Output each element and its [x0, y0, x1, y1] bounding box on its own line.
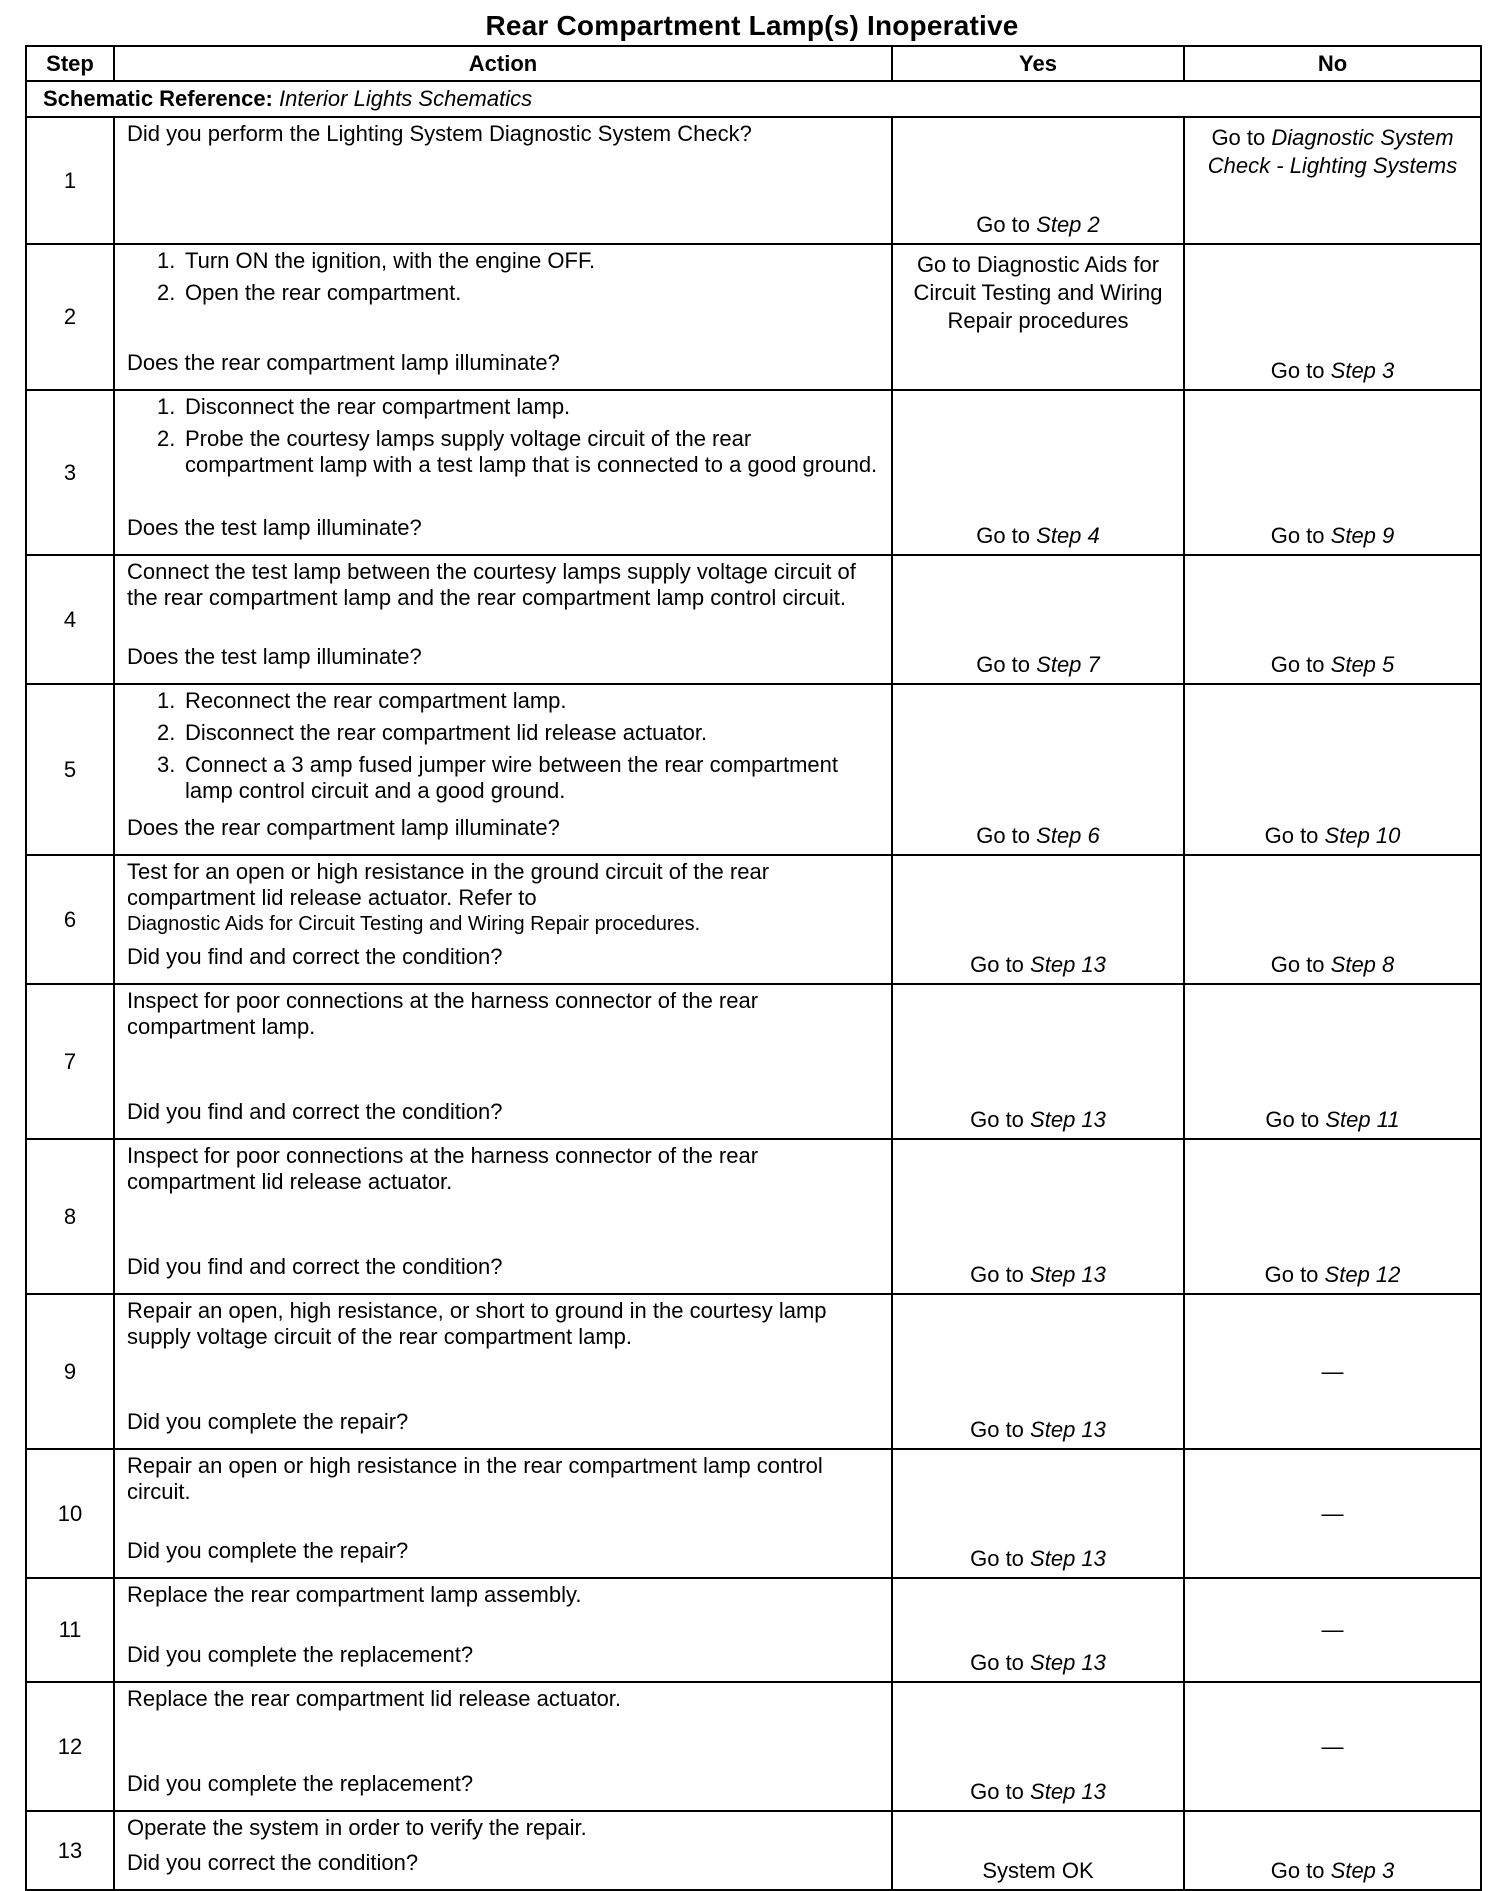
step-number: 8 — [26, 1139, 114, 1294]
action-cell — [114, 684, 892, 855]
table-row — [26, 244, 1481, 390]
goto-link[interactable]: Step 3 — [1330, 358, 1395, 383]
result-goto — [1185, 358, 1480, 384]
action-question: Did you find and correct the condition? — [127, 944, 503, 969]
spacer — [127, 1712, 879, 1769]
goto-prefix: Go to — [970, 1779, 1024, 1804]
action-content — [127, 394, 879, 541]
action-cell — [114, 1294, 892, 1449]
goto-prefix: Go to — [976, 212, 1031, 237]
step-number: 2 — [26, 244, 114, 390]
goto-prefix: Go to — [1264, 823, 1319, 848]
result-goto — [1185, 1858, 1480, 1884]
action-cell — [114, 555, 892, 684]
schematic-reference — [26, 81, 1481, 117]
table-row — [26, 855, 1481, 984]
goto-link[interactable]: Step 13 — [1030, 1650, 1106, 1675]
action-content — [127, 1815, 879, 1876]
result-text: Go to Diagnostic Aids for Circuit Testing and Wiring Repair procedures — [913, 252, 1163, 333]
yes-result — [892, 1682, 1184, 1811]
action-text: Repair an open or high resistance in the rear compartment lamp control circuit. — [127, 1453, 823, 1504]
action-cell — [114, 1449, 892, 1578]
header-yes: Yes — [892, 46, 1184, 81]
action-text: Test for an open or high resistance in the ground circuit of the rear compartment lid release actuator. Refer to — [127, 859, 770, 910]
table-row — [26, 984, 1481, 1139]
goto-prefix: Go to — [1270, 358, 1325, 383]
action-content — [127, 559, 879, 670]
goto-prefix: Go to — [976, 523, 1031, 548]
no-result — [1184, 1449, 1481, 1578]
action-content — [127, 1143, 879, 1280]
step-number: 10 — [26, 1449, 114, 1578]
spacer — [127, 1608, 879, 1640]
action-question: Did you complete the replacement? — [127, 1642, 474, 1667]
table-row — [26, 390, 1481, 555]
table-row — [26, 684, 1481, 855]
spacer — [127, 1505, 879, 1536]
goto-prefix: Go to — [1270, 523, 1325, 548]
result-goto — [893, 652, 1183, 678]
action-step-list — [127, 688, 879, 810]
table-row — [26, 555, 1481, 684]
goto-link[interactable]: Step 3 — [1330, 1858, 1395, 1883]
goto-prefix: Go to — [1211, 125, 1266, 150]
goto-link[interactable]: Step 13 — [1030, 1546, 1106, 1571]
no-result — [1184, 1294, 1481, 1449]
goto-link[interactable]: Step 4 — [1036, 523, 1100, 548]
table-row — [26, 1578, 1481, 1682]
action-content — [127, 988, 879, 1125]
goto-link[interactable]: Step 7 — [1036, 652, 1100, 677]
action-content — [127, 859, 879, 970]
goto-link[interactable]: Step 9 — [1330, 523, 1395, 548]
goto-link[interactable]: Step 13 — [1030, 1779, 1106, 1804]
action-cell — [114, 1811, 892, 1890]
schematic-reference-link[interactable]: Interior Lights Schematics — [279, 86, 533, 111]
goto-prefix: Go to — [976, 652, 1031, 677]
goto-link[interactable]: Step 10 — [1324, 823, 1401, 848]
goto-prefix: Go to — [1270, 652, 1325, 677]
action-text: Replace the rear compartment lamp assembly. — [127, 1582, 582, 1607]
spacer — [127, 312, 879, 348]
result-goto — [893, 1417, 1183, 1443]
header-step: Step — [26, 46, 114, 81]
no-result-dash: — — [1321, 1358, 1344, 1384]
result-goto — [1185, 1107, 1480, 1133]
action-content — [127, 1298, 879, 1435]
no-result — [1184, 555, 1481, 684]
step-number: 1 — [26, 117, 114, 244]
goto-prefix: Go to — [970, 1107, 1024, 1132]
goto-prefix: Go to — [1264, 1262, 1319, 1287]
goto-link[interactable]: Step 12 — [1324, 1262, 1401, 1287]
action-content — [127, 248, 879, 376]
no-result-dash: — — [1321, 1500, 1344, 1526]
action-text: Inspect for poor connections at the harness connector of the rear compartment lamp. — [127, 988, 759, 1039]
spacer — [127, 937, 879, 942]
action-cell — [114, 1682, 892, 1811]
yes-result — [892, 984, 1184, 1139]
result-text: System OK — [982, 1858, 1094, 1883]
action-step-list — [127, 248, 879, 312]
action-text: Inspect for poor connections at the harness connector of the rear compartment lid release actuator. — [127, 1143, 759, 1194]
spacer — [127, 611, 879, 642]
goto-prefix: Go to — [1265, 1107, 1320, 1132]
result-goto — [893, 823, 1183, 849]
action-step-item: Disconnect the rear compartment lamp. — [185, 394, 571, 419]
no-result — [1184, 1811, 1481, 1890]
result-goto — [893, 212, 1183, 238]
action-content — [127, 1453, 879, 1564]
yes-result — [892, 390, 1184, 555]
action-question: Does the rear compartment lamp illuminate? — [127, 815, 560, 840]
step-number: 12 — [26, 1682, 114, 1811]
step-number: 11 — [26, 1578, 114, 1682]
result-goto — [893, 1107, 1183, 1133]
no-result — [1184, 984, 1481, 1139]
spacer — [127, 484, 879, 513]
spacer — [127, 1195, 879, 1252]
action-content — [127, 1582, 879, 1668]
no-result — [1184, 1578, 1481, 1682]
goto-link[interactable]: Step 13 — [1030, 1262, 1106, 1287]
action-question: Did you find and correct the condition? — [127, 1254, 503, 1279]
goto-prefix: Go to — [970, 1546, 1024, 1571]
step-number: 7 — [26, 984, 114, 1139]
action-step-item: Open the rear compartment. — [185, 280, 462, 305]
goto-prefix: Go to — [970, 1417, 1024, 1442]
yes-result — [892, 244, 1184, 390]
step-number: 4 — [26, 555, 114, 684]
action-text: Repair an open, high resistance, or short to ground in the courtesy lamp supply voltage circuit of the rear compartment lamp. — [127, 1298, 827, 1349]
goto-link[interactable]: Step 6 — [1036, 823, 1100, 848]
schematic-reference-label: Schematic Reference: — [43, 86, 273, 111]
spacer — [127, 810, 879, 813]
action-question: Did you find and correct the condition? — [127, 1099, 503, 1124]
result-goto — [1185, 118, 1480, 180]
no-result — [1184, 390, 1481, 555]
action-step-item: Probe the courtesy lamps supply voltage circuit of the rear compartment lamp with a test lamp that is connected to a good ground. — [185, 426, 878, 477]
action-question: Does the rear compartment lamp illuminate? — [127, 350, 560, 375]
action-content — [127, 688, 879, 841]
action-question: Did you complete the repair? — [127, 1409, 409, 1434]
table-row — [26, 1294, 1481, 1449]
spacer — [127, 1040, 879, 1097]
yes-result — [892, 855, 1184, 984]
action-text: Did you perform the Lighting System Diagnostic System Check? — [127, 121, 752, 146]
step-number: 13 — [26, 1811, 114, 1890]
page-title: Rear Compartment Lamp(s) Inoperative — [485, 10, 1019, 41]
action-step-item: Connect a 3 amp fused jumper wire between the rear compartment lamp control circuit and a good ground. — [185, 752, 838, 803]
action-cell — [114, 1578, 892, 1682]
header-row — [26, 46, 1481, 81]
goto-prefix: Go to — [1270, 1858, 1325, 1883]
action-cell — [114, 244, 892, 390]
header-no: No — [1184, 46, 1481, 81]
table-row — [26, 1449, 1481, 1578]
yes-result — [892, 1578, 1184, 1682]
result-goto — [893, 1650, 1183, 1676]
result-goto — [893, 523, 1183, 549]
yes-result — [892, 555, 1184, 684]
goto-prefix: Go to — [1270, 952, 1325, 977]
action-cell — [114, 390, 892, 555]
spacer — [127, 1350, 879, 1407]
action-step-item: Disconnect the rear compartment lid release actuator. — [185, 720, 708, 745]
goto-link[interactable]: Step 13 — [1030, 1417, 1106, 1442]
step-number: 3 — [26, 390, 114, 555]
action-question: Does the test lamp illuminate? — [127, 644, 422, 669]
no-result — [1184, 117, 1481, 244]
action-cell — [114, 117, 892, 244]
result-goto — [1185, 523, 1480, 549]
yes-result — [892, 684, 1184, 855]
no-result — [1184, 855, 1481, 984]
no-result — [1184, 1682, 1481, 1811]
action-step-list — [127, 394, 879, 484]
action-question: Did you complete the replacement? — [127, 1771, 474, 1796]
action-text: Connect the test lamp between the courtesy lamps supply voltage circuit of the rear compartment lamp and the rear compartment lamp control circuit. — [127, 559, 856, 610]
step-number: 5 — [26, 684, 114, 855]
action-question: Did you complete the repair? — [127, 1538, 409, 1563]
diagnostic-table — [25, 45, 1482, 1891]
result-goto — [893, 1546, 1183, 1572]
action-content — [127, 1686, 879, 1797]
yes-result — [892, 1449, 1184, 1578]
goto-prefix: Go to — [970, 952, 1024, 977]
action-question: Did you correct the condition? — [127, 1850, 419, 1875]
goto-prefix: Go to — [970, 1650, 1024, 1675]
header-action: Action — [114, 46, 892, 81]
spacer — [127, 147, 879, 230]
action-cell — [114, 1139, 892, 1294]
goto-link[interactable]: Step 11 — [1325, 1107, 1400, 1132]
goto-link[interactable]: Step 2 — [1036, 212, 1100, 237]
no-result — [1184, 244, 1481, 390]
action-text: Replace the rear compartment lid release actuator. — [127, 1686, 622, 1711]
goto-prefix: Go to — [976, 823, 1031, 848]
no-result — [1184, 1139, 1481, 1294]
no-result-dash: — — [1321, 1617, 1344, 1642]
result-goto — [1185, 952, 1480, 978]
goto-link[interactable]: Step 13 — [1030, 1107, 1106, 1132]
action-text: Operate the system in order to verify the repair. — [127, 1815, 587, 1840]
action-step-item: Turn ON the ignition, with the engine OFF. — [185, 248, 596, 273]
result-goto — [1185, 1262, 1480, 1288]
result-goto — [893, 1262, 1183, 1288]
action-step-item: Reconnect the rear compartment lamp. — [185, 688, 567, 713]
table-row — [26, 1139, 1481, 1294]
goto-link[interactable]: Step 13 — [1030, 952, 1106, 977]
yes-result — [892, 1294, 1184, 1449]
yes-result — [892, 1811, 1184, 1890]
result-goto — [1185, 823, 1480, 849]
no-result — [1184, 684, 1481, 855]
action-question: Does the test lamp illuminate? — [127, 515, 422, 540]
step-number: 6 — [26, 855, 114, 984]
goto-link[interactable]: Step 8 — [1330, 952, 1395, 977]
spacer — [127, 1841, 879, 1848]
no-result-dash: — — [1321, 1733, 1344, 1759]
action-cell — [114, 984, 892, 1139]
action-cell — [114, 855, 892, 984]
action-text: Diagnostic Aids for Circuit Testing and Wiring Repair procedures. — [127, 913, 701, 935]
table-row — [26, 1682, 1481, 1811]
result-goto — [893, 952, 1183, 978]
table-row — [26, 1811, 1481, 1890]
yes-result — [892, 1139, 1184, 1294]
result-goto — [893, 1779, 1183, 1805]
goto-link[interactable]: Diagnostic System Check - Lighting Systems — [1207, 125, 1458, 178]
action-content — [127, 121, 879, 230]
result-goto — [1185, 652, 1480, 678]
goto-prefix: Go to — [970, 1262, 1024, 1287]
goto-link[interactable]: Step 5 — [1330, 652, 1395, 677]
table-row — [26, 117, 1481, 244]
yes-result — [892, 117, 1184, 244]
schematic-reference-row — [26, 81, 1481, 117]
step-number: 9 — [26, 1294, 114, 1449]
